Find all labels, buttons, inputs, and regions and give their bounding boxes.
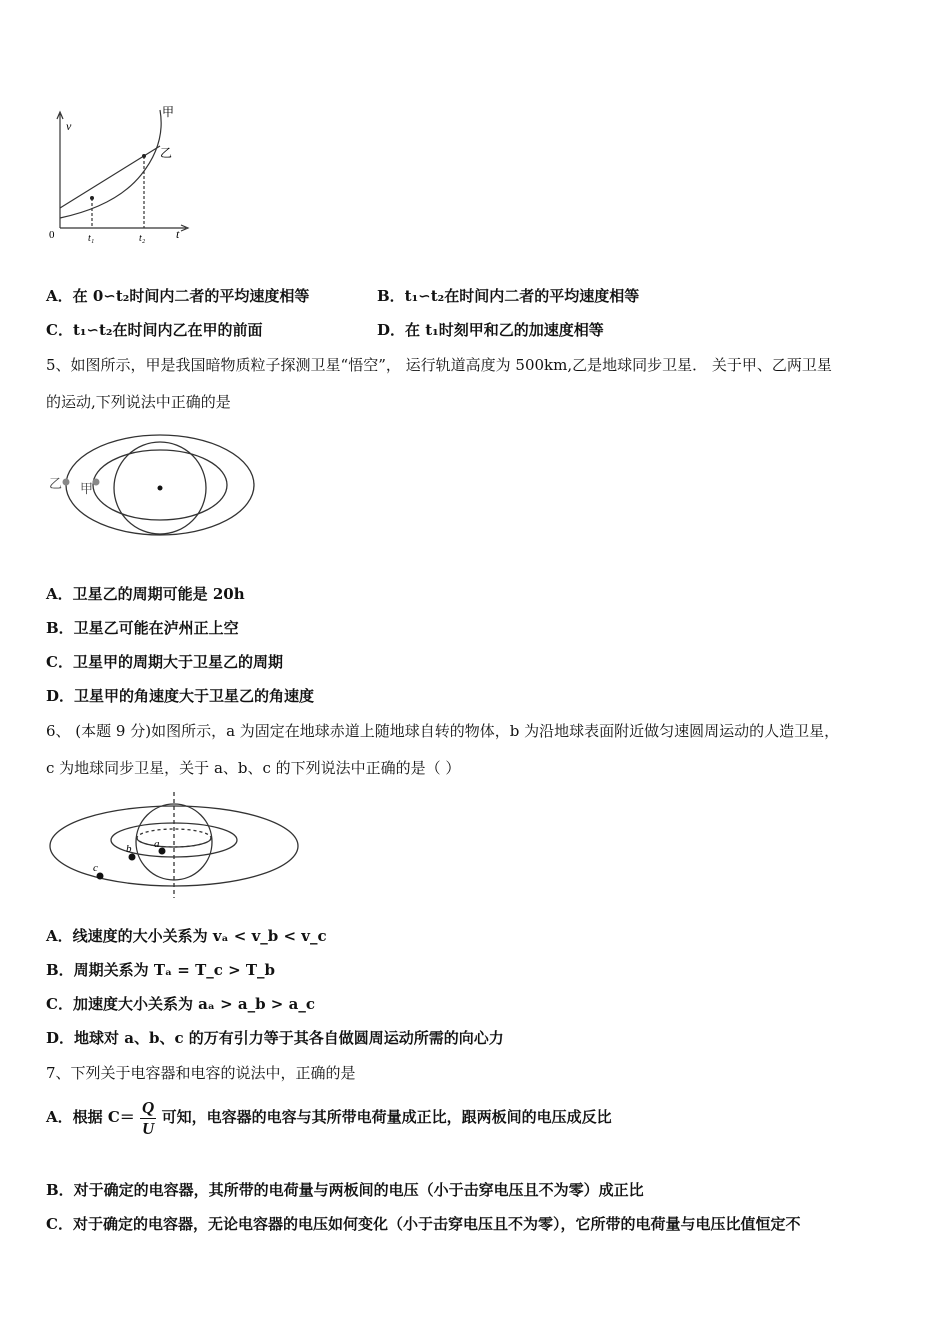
- orbit-jia: [93, 450, 227, 520]
- satellite-yi-dot: [63, 479, 70, 486]
- capacitance-formula: [140, 1098, 156, 1139]
- earth-center: [158, 486, 163, 491]
- q4-option-a: A．在 0∽t₂时间内二者的平均速度相等: [46, 287, 310, 305]
- satellite-yi-label: 乙: [49, 476, 63, 491]
- intersection-t2: [142, 154, 146, 158]
- velocity-time-graph: [46, 100, 206, 250]
- q7-option-a: [46, 1097, 612, 1139]
- q6-option-b: B．周期关系为 Tₐ = T_c > T_b: [46, 961, 276, 979]
- q5-option-b: B．卫星乙可能在泸州正上空: [46, 619, 239, 637]
- q5-option-a: A．卫星乙的周期可能是 20h: [46, 585, 245, 603]
- q4-option-b: B．t₁∽t₂在时间内二者的平均速度相等: [377, 287, 640, 305]
- formula-denominator: U: [142, 1118, 155, 1138]
- axis-t-label: t: [176, 227, 180, 241]
- jia-label: 甲: [162, 105, 175, 119]
- origin-label: 0: [49, 229, 55, 241]
- q5-stem-line2: 的运动,下列说法中正确的是: [46, 393, 231, 411]
- q6-option-a: A．线速度的大小关系为 vₐ < v_b < v_c: [46, 927, 327, 945]
- label-b: b: [126, 843, 132, 855]
- label-a: a: [154, 838, 160, 850]
- q7-option-a-suffix: 可知，电容器的电容与其所带电荷量成正比，跟两板间的电压成反比: [161, 1108, 612, 1126]
- orbit-c: [50, 806, 298, 886]
- axis-v-label: v: [66, 119, 72, 133]
- satellite-orbit-figure: [46, 428, 266, 548]
- satellite-jia-dot: [93, 479, 100, 486]
- curve-jia: [60, 110, 161, 218]
- q4-option-c: C．t₁∽t₂在时间内乙在甲的前面: [46, 321, 263, 339]
- q5-stem-line1: 5、如图所示，甲是我国暗物质粒子探测卫星“悟空”， 运行轨道高度为 500km,乙是地球同步卫星． 关于甲、乙两卫星: [46, 356, 832, 374]
- q7-option-b: B．对于确定的电容器，其所带的电荷量与两板间的电压（小于击穿电压且不为零）成正比: [46, 1181, 644, 1199]
- q7-option-a-prefix: A．根据 C＝: [46, 1108, 135, 1126]
- yi-label: 乙: [160, 146, 173, 160]
- earth-orbits-figure: [46, 790, 302, 902]
- formula-numerator: Q: [142, 1097, 155, 1117]
- q4-option-d: D．在 t₁时刻甲和乙的加速度相等: [377, 321, 604, 339]
- label-c: c: [93, 862, 98, 874]
- satellite-jia-label: 甲: [80, 481, 94, 496]
- q5-option-d: D．卫星甲的角速度大于卫星乙的角速度: [46, 687, 315, 705]
- q6-stem-line2: c 为地球同步卫星，关于 a、b、c 的下列说法中正确的是（ ）: [46, 759, 461, 777]
- q7-option-c: C．对于确定的电容器，无论电容器的电压如何变化（小于击穿电压且不为零），它所带的电荷量与电压比值恒定不: [46, 1215, 801, 1233]
- q6-option-c: C．加速度大小关系为 aₐ > a_b > a_c: [46, 995, 315, 1013]
- t1-label: t₁: [88, 233, 95, 244]
- t2-label: t₂: [139, 233, 146, 244]
- object-a-dot: [159, 848, 166, 855]
- intersection-t1: [90, 196, 94, 200]
- q6-stem-line1: 6、 (本题 9 分)如图所示，a 为固定在地球赤道上随地球自转的物体，b 为沿地球表面附近做匀速圆周运动的人造卫星，: [46, 722, 840, 740]
- q5-option-c: C．卫星甲的周期大于卫星乙的周期: [46, 653, 283, 671]
- q6-option-d: D．地球对 a、b、c 的万有引力等于其各自做圆周运动所需的向心力: [46, 1029, 504, 1047]
- q7-stem: 7、下列关于电容器和电容的说法中，正确的是: [46, 1064, 356, 1082]
